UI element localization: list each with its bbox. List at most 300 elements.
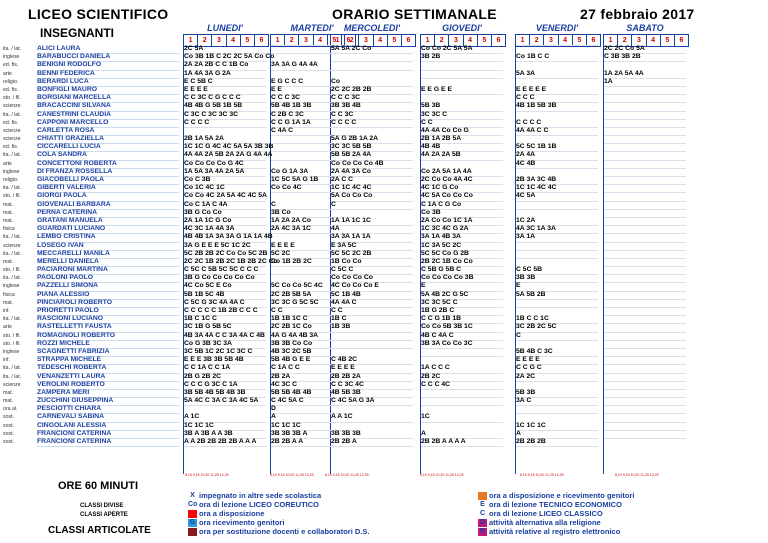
legend-swatch: R [479,528,486,536]
subject-label: inglese [3,348,20,355]
hour-length-label: ORE 60 MINUTI [58,480,139,492]
schedule-cell [604,86,686,87]
schedule-cell: 1C 1C 4C 4C [331,184,413,193]
teacher-name: PRIORETTI PAOLO [37,307,179,316]
schedule-cell: C 5B G 5B C [421,266,503,275]
schedule-cell: 2B 2B A [331,438,413,447]
schedule-cell [516,307,598,308]
schedule-cell [604,160,686,161]
teacher-name: GRATANI MANUELA [37,217,179,226]
legend-swatch: C [479,510,486,518]
schedule-cell: 3A 1A 4B 3A [421,233,503,242]
teacher-row [0,348,768,356]
schedule-cell: 2B 2B A A [271,438,353,447]
schedule-cell: 4B 3A 4A C C 3A 4A C 4B [184,332,266,341]
schedule-cell: 2A C C [331,176,413,185]
schedule-cell [604,201,686,202]
teacher-row [0,397,768,405]
schedule-cell: 4A 4A Co Co G [421,127,503,136]
hour-label: 6 [346,37,351,44]
schedule-cell: 2B 1A 2B 5A [421,135,503,144]
hour-label: 4 [464,35,478,46]
teacher-name: CARLETTA ROSA [37,127,179,136]
schedule-cell: 2A 4C 3A 1C [271,225,353,234]
times-fri: 8,10 9,15 10,20 11,25 12,25 [520,473,564,477]
schedule-cell: 3A G E E E 5C 1C 2C [184,242,266,251]
schedule-cell: Co Co Co Co [331,274,413,283]
schedule-cell: 1C 1C 1C [271,422,353,431]
subject-label: mat. [3,389,14,396]
teacher-row [0,291,768,299]
schedule-cell: 2C 2B 5B 5A [271,291,353,300]
schedule-cell: 1A 5A 3A 4A 2A 5A [184,168,266,177]
legend-text: ora a disposizione e ricevimento genitori [489,491,635,500]
schedule-cell [604,266,686,267]
subject-label: religio. [3,78,19,85]
subject-label: sto. / fil. [3,267,21,274]
schedule-cell [604,364,686,365]
schedule-cell [604,258,686,259]
teacher-row [0,373,768,381]
teacher-row [0,299,768,307]
teacher-name: COLA SANDRA [37,151,179,160]
schedule-cell: C 3B 3B 2B [604,53,686,62]
subject-label: fisica [3,291,15,298]
day-header-4: VENERDI' [535,23,579,33]
schedule-cell: E 3A 5C [331,242,413,251]
hour-label: 1 [331,35,345,46]
times-wed: 8,10 9,15 10,20 11,25 12,25 [325,473,369,477]
subject-label: inglese [3,168,20,175]
teacher-name: ZAMPERA MERI [37,389,179,398]
subject-label: inglese [3,283,20,290]
schedule-cell [516,381,598,382]
schedule-cell: E E E E E [516,86,598,95]
schedule-cell: Co Co 4C 2A 5A 4C 4C 5A [184,192,266,201]
schedule-cell: 3A 1A [516,233,598,242]
teacher-row [0,61,768,69]
schedule-cell: 5C Co Co 5C 4C [271,282,353,291]
schedule-cell: C C [271,307,353,316]
schedule-cell: 5A 5B 2B [516,291,598,300]
legend-swatch: E [478,501,487,509]
schedule-cell: 1A [604,78,686,87]
hour-label: 6 [406,37,411,44]
teacher-name: GIBERTI VALERIA [37,184,179,193]
hour-label: 6 [591,37,596,44]
legend-text: attività alternativa alla religione [489,518,601,528]
schedule-cell: 2C 5A [184,45,266,54]
schedule-cell: 3C 5B 1C 2C 1C 3C C [184,348,266,357]
schedule-cell [604,192,686,193]
teacher-row [0,340,768,348]
subject-label: ita. / lat. [3,373,22,380]
schedule-cell [331,340,413,341]
schedule-cell [604,282,686,283]
schedule-cell: 4B C 4A C [421,332,503,341]
legend-entry [188,527,369,536]
subject-label: ed. fis. [3,144,19,151]
schedule-cell [331,70,413,71]
hour-label: 5 [573,35,587,46]
teacher-row [0,389,768,397]
subject-label: mat. [3,398,14,405]
subject-label: ed. fis. [3,62,19,69]
legend-entry [478,527,634,536]
schedule-cell: 4C 1C G Co [421,184,503,193]
subject-label: mat. [3,299,14,306]
schedule-cell: 1A C C C [421,364,503,373]
schedule-cell: 3B 3B 3B [331,430,413,439]
teacher-row [0,307,768,315]
subject-label: scienze [3,103,21,110]
schedule-cell: 1A 1A 1C 1C [331,217,413,226]
hour-label: 6 [679,37,684,44]
schedule-date: 27 febbraio 2017 [580,6,695,22]
subject-label: sost. [3,414,14,421]
teacher-name: CHIATTI GRAZIELLA [37,135,179,144]
legend-text: ora di lezione LICEO CLASSICO [489,509,603,519]
teacher-name: ROMAGNOLI ROBERTO [37,332,179,341]
schedule-cell: 5C 5C 1B 1B [516,143,598,152]
schedule-cell [604,389,686,390]
schedule-cell: Co Co Co Co G 4C [184,160,266,169]
schedule-cell [604,184,686,185]
subject-label: sto. / fil. [3,332,21,339]
teacher-row [0,225,768,233]
schedule-cell: 5B 1B 5C 4B [184,291,266,300]
schedule-cell: Co Co 4C [271,184,353,193]
hour-label: 6 [496,37,501,44]
schedule-cell: 2B G 2B 2C [184,373,266,382]
teacher-name: BRACACCINI SILVANA [37,102,179,111]
schedule-subtitle: ORARIO SETTIMANALE [332,6,497,22]
schedule-cell: 5C 5C 2C 2B [331,250,413,259]
schedule-cell: 3B 2B [421,53,503,62]
schedule-grid [0,45,768,446]
schedule-cell: 4B 4B [421,143,503,152]
schedule-cell [421,78,503,79]
schedule-cell: 5C 5C Co G 2B [421,250,503,259]
legend-entry [478,518,634,527]
teacher-name: BERARDI LUCA [37,78,179,87]
schedule-cell: 1A 2A 5A 4A [604,70,686,79]
schedule-cell: 3B 3B Co Co [271,340,353,349]
teacher-name: STRAPPA MICHELE [37,356,179,365]
hour-label: 4 [374,35,388,46]
schedule-cell: 5C 2C [271,250,353,259]
teacher-name: ALICI LAURA [37,45,179,54]
hour-label: 3 [544,35,558,46]
teacher-row [0,127,768,135]
schedule-cell: 2A Co Co 1C 1A [421,217,503,226]
schedule-cell: 4A [331,225,413,234]
teacher-row [0,45,768,53]
schedule-cell: C C 3C [331,111,413,120]
hour-label: 4 [314,35,328,46]
schedule-cell [516,168,598,169]
teacher-name: RASTELLETTI FAUSTA [37,323,179,332]
teacher-row [0,323,768,331]
legend-swatch: Co [188,501,198,509]
schedule-cell: 3B 3B [516,274,598,283]
subject-label: ed. fis. [3,119,19,126]
legend-swatch: X [188,492,197,500]
schedule-cell: 4C Co 5C E Co [184,282,266,291]
legend-left [188,491,369,536]
schedule-cell: C C C C [331,119,413,128]
schedule-cell [421,94,503,95]
legend-swatch [188,510,197,518]
schedule-cell [421,405,503,406]
schedule-cell: 5C 1B 4B [331,291,413,300]
subject-label: arte [3,324,12,331]
schedule-cell: 4B 4B G 5B 1B 5B [184,102,266,111]
teacher-row [0,315,768,323]
schedule-cell [516,413,598,414]
schedule-cell: 4B 1B 5B 3B [516,102,598,111]
schedule-cell: 3C 1B G 5B 5C [184,323,266,332]
schedule-cell: 2B 2A [271,373,353,382]
subject-label: sto. / fil. [3,340,21,347]
schedule-cell: 2B 3A 3C 4B [516,176,598,185]
schedule-cell: 5B 4B 1B 3B [271,102,353,111]
schedule-cell [604,111,686,112]
schedule-cell [421,389,503,390]
schedule-cell [604,291,686,292]
schedule-cell: 1B 3B [331,323,413,332]
schedule-cell [604,209,686,210]
schedule-cell: C C C [516,94,598,103]
schedule-cell: E E E E [516,356,598,365]
subject-label: sto. / fil. [3,95,21,102]
legend-entry [188,518,369,527]
schedule-cell: E E [271,86,353,95]
schedule-cell [516,78,598,79]
schedule-cell: C C G 1A 1A [271,119,353,128]
teacher-name: CAPPONI MARCELLO [37,119,179,128]
teacher-name: GIOVENALI BARBARA [37,201,179,210]
day-header-1: MARTEDI' [290,23,334,33]
subject-label: mat. [3,217,14,224]
schedule-cell: 1C 1C G 4C 4C 5A 5A 3B 3B [184,143,266,152]
schedule-cell: 5B 4B G E E [271,356,353,365]
teacher-row [0,192,768,200]
schedule-cell: 2A 1A 1C G Co [184,217,266,226]
schedule-cell: 1B Co Co [331,258,413,267]
schedule-cell: C C G 1B 1B [421,315,503,324]
legend-entry [478,500,634,509]
teacher-name: MERELLI DANIELA [37,258,179,267]
teacher-row [0,438,768,446]
subject-label: scienze [3,127,21,134]
schedule-cell: 4A 4A C [331,299,413,308]
schedule-cell: E [516,282,598,291]
schedule-cell: 5A 4B 2C G 5C [421,291,503,300]
schedule-cell: 4B 3C 2C 5B [271,348,353,357]
teacher-row [0,143,768,151]
schedule-cell [604,430,686,431]
schedule-cell: 2C 2C 2B 2B [331,86,413,95]
schedule-cell: Co C 1A C 4A [184,201,266,210]
subject-label: ita. / lat. [3,316,22,323]
subject-label: religio. [3,177,19,183]
schedule-cell: A A 2B 2B 2B 2B A A A [184,438,266,447]
schedule-cell [604,348,686,349]
schedule-cell: A 1C [184,413,266,422]
schedule-cell: 2B 2C [421,373,503,382]
schedule-cell: Co 1B 2B 2C [271,258,353,267]
subject-label: mat. [3,201,14,208]
schedule-cell: C [331,201,413,210]
teacher-row [0,217,768,225]
subject-label: ita. / lat. [3,234,22,241]
schedule-cell: Co G 3B 3C 3A [184,340,266,349]
schedule-cell: A [271,413,353,422]
teacher-name: BENNI FEDERICA [37,70,179,79]
schedule-cell: 4C 5A [516,192,598,201]
teacher-row [0,242,768,250]
schedule-cell [604,356,686,357]
schedule-cell: 5A 5A 2C Co [331,45,413,54]
schedule-cell: Co 3B [421,209,503,218]
schedule-cell: 2A 4A 3A Co [331,168,413,177]
schedule-cell [604,299,686,300]
schedule-cell: 3A 3A 1A 1A [331,233,413,242]
teacher-row [0,102,768,110]
day-header-0: LUNEDI' [207,23,243,33]
schedule-cell: C C C C C 1B 2B C C C [184,307,266,316]
subject-label: ita. / lat. [3,111,22,118]
times-sat: 8,10 9,15 10,20 11,25 12,25 [615,473,659,477]
hour-label: 6 [259,37,264,44]
schedule-cell: Co 1B C C [516,53,598,62]
hour-label: 2 [618,35,632,46]
teacher-row [0,70,768,78]
schedule-cell: 3C 3C C [421,111,503,120]
schedule-cell [331,209,413,210]
subject-label: inglese [3,54,20,61]
hour-label: 2 [285,35,299,46]
schedule-cell: A [516,430,598,439]
schedule-cell: 5C 2B 2B 2C Co Co 5C 2B [184,250,266,259]
schedule-cell [604,438,686,439]
day-header-3: GIOVEDI' [442,23,482,33]
hour-label: 5 [661,35,675,46]
teacher-name: CONCETTONI ROBERTA [37,160,179,169]
teacher-row [0,364,768,372]
teacher-name: TEDESCHI ROBERTA [37,364,179,373]
schedule-cell: E G C C C [271,78,353,87]
day-header-2: MERCOLEDI' [343,23,401,33]
teacher-name: FRANCIONI CATERINA [37,438,179,447]
schedule-cell: 4C 5A Co Co Co [421,192,503,201]
schedule-cell: 3B 3B 4B [331,102,413,111]
times-thu: 8,10 9,15 10,20 11,25 12,25 [420,473,464,477]
teacher-name: CARNEVALI SABINA [37,413,179,422]
schedule-cell [516,111,598,112]
teacher-name: GIACOBELLI PAOLA [37,176,179,185]
schedule-cell [516,135,598,136]
teacher-name: BENIGNI RODOLFO [37,61,179,70]
subject-label: inf. [3,308,10,314]
schedule-cell: C C [331,307,413,316]
teacher-row [0,176,768,184]
schedule-cell: C 4A C [271,127,353,136]
schedule-cell: C C C 3C [331,94,413,103]
schedule-cell: 2A 2A 2B C C 1B Co [184,61,266,70]
schedule-cell: C 3C C 3C 3C 3C [184,111,266,120]
hour-label: 2 [435,35,449,46]
teacher-name: BARABUCCI DANIELA [37,53,179,62]
schedule-cell: 3C 3C 5C C [421,299,503,308]
schedule-cell: 3B G Co Co Co Co Co [184,274,266,283]
schedule-cell [604,340,686,341]
subject-label: fisica [3,226,15,233]
teacher-row [0,282,768,290]
schedule-cell: 2B 2B 2A [331,373,413,382]
schedule-cell: 2C Co Co 4A 4C [421,176,503,185]
subject-label: scienze [3,381,21,388]
schedule-cell [604,143,686,144]
teachers-header: INSEGNANTI [40,26,115,40]
schedule-cell: 4C Co Co Co E [331,282,413,291]
schedule-cell: C 5C 5B [516,266,598,275]
legend-text: ora di lezione TECNICO ECONOMICO [489,500,622,510]
schedule-cell: C 4C 5A G 3A [331,397,413,406]
schedule-cell: 5B 5B 2A 4A [331,151,413,160]
schedule-cell: A A 1C [331,413,413,422]
hour-label: 3 [359,35,373,46]
schedule-cell: 2B 1A 5A 2A [184,135,266,144]
schedule-cell: Co Co Co Co 3B [421,274,503,283]
schedule-cell: 5A G 2B 1A 2A [331,135,413,144]
schedule-cell [604,233,686,234]
schedule-cell [604,315,686,316]
teacher-name: SCAGNETTI FABRIZIA [37,348,179,357]
schedule-cell: 4B 4B 1A 3A 3A G 1A 1A 4B [184,233,266,242]
schedule-cell [331,127,413,128]
schedule-cell: 1B C 1C C [184,315,266,324]
schedule-cell: C [271,201,353,210]
subject-label: sost. [3,430,14,437]
subject-label: scienze [3,242,21,249]
schedule-cell [421,422,503,423]
schedule-cell: 2B 2B A A A A [421,438,503,447]
teacher-row [0,274,768,282]
subject-label: scienze [3,136,21,143]
schedule-cell: C C G C [516,364,598,373]
schedule-cell: 1B C [331,315,413,324]
teacher-row [0,209,768,217]
schedule-cell: 2A 2C [516,373,598,382]
legend-text: ora a disposizione [199,509,265,519]
times-mon: 8,10 9,15 10,20 11,25 12,25 [185,473,229,477]
schedule-cell [421,348,503,349]
schedule-cell [604,274,686,275]
teacher-row [0,258,768,266]
teacher-name: FRANCIONI CATERINA [37,430,179,439]
hour-label: 1 [271,35,285,46]
schedule-cell [604,168,686,169]
schedule-cell: C 1A C C [271,364,353,373]
subject-label: ita. / lat. [3,185,22,192]
schedule-cell: E E E E [184,86,266,95]
schedule-cell: E E G E E [421,86,503,95]
legend-text: attività relative al registro elettronico [489,527,621,537]
schedule-cell: Co Co Co Co 4B [331,160,413,169]
teacher-name: ROZZI MICHELE [37,340,179,349]
